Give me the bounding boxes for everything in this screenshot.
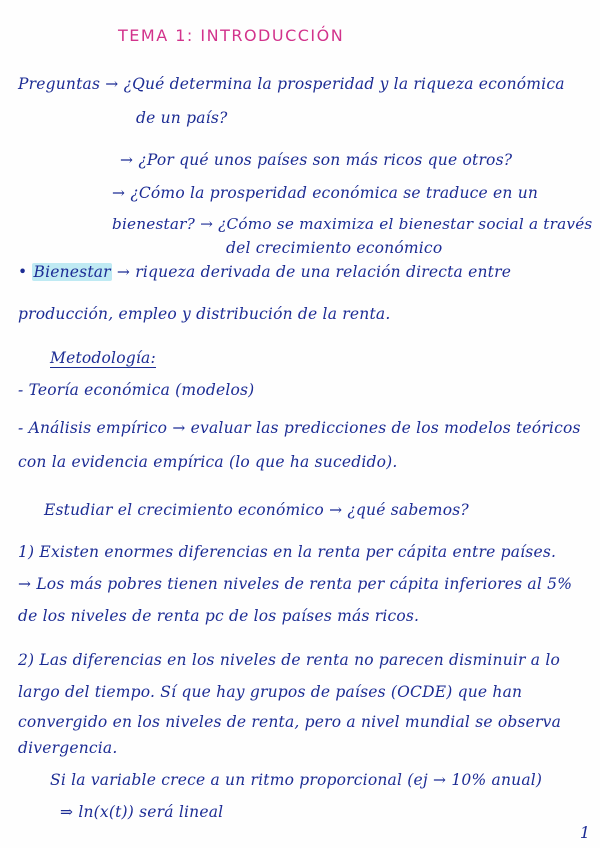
text-line: 1) Existen enormes diferencias en la renta per cápita entre países. xyxy=(18,543,557,561)
text-line: → ¿Por qué unos países son más ricos que otros? xyxy=(120,151,513,169)
text-line: de un país? xyxy=(136,109,228,127)
bullet-point: • xyxy=(18,263,28,281)
highlighted-term: Bienestar xyxy=(33,263,111,281)
bienestar-line xyxy=(18,262,511,282)
text-line: → riqueza derivada de una relación directa entre xyxy=(111,263,512,281)
text-line: producción, empleo y distribución de la renta. xyxy=(18,305,391,323)
text-line: divergencia. xyxy=(18,739,118,757)
text-line: Estudiar el crecimiento económico → ¿qué sabemos? xyxy=(44,501,469,519)
page-title: TEMA 1: INTRODUCCIÓN xyxy=(118,26,345,45)
page-number: 1 xyxy=(579,823,590,842)
section-heading xyxy=(50,348,156,368)
text-line: Preguntas → ¿Qué determina la prosperidad y la riqueza económica xyxy=(18,75,565,93)
text-line: de los niveles de renta pc de los países más ricos. xyxy=(18,607,420,625)
text-line: con la evidencia empírica (lo que ha sucedido). xyxy=(18,453,398,471)
text-line: → Los más pobres tienen niveles de renta per cápita inferiores al 5% xyxy=(18,575,573,593)
section-heading-text: Metodología: xyxy=(50,349,156,367)
text-line: convergido en los niveles de renta, pero a nivel mundial se observa xyxy=(18,713,562,731)
text-line: largo del tiempo. Sí que hay grupos de países (OCDE) que han xyxy=(18,683,523,701)
text-line: 2) Las diferencias en los niveles de renta no parecen disminuir a lo xyxy=(18,651,561,669)
text-line: - Análisis empírico → evaluar las predicciones de los modelos teóricos xyxy=(18,419,581,437)
text-line: del crecimiento económico xyxy=(226,239,443,257)
text-line: bienestar? → ¿Cómo se maximiza el bienestar social a través xyxy=(112,215,593,233)
text-line: - Teoría económica (modelos) xyxy=(18,381,255,399)
text-line: → ¿Cómo la prosperidad económica se traduce en un xyxy=(112,184,539,202)
text-line: ⇒ ln(x(t)) será lineal xyxy=(60,803,224,821)
text-line: Si la variable crece a un ritmo proporcional (ej → 10% anual) xyxy=(50,771,543,789)
